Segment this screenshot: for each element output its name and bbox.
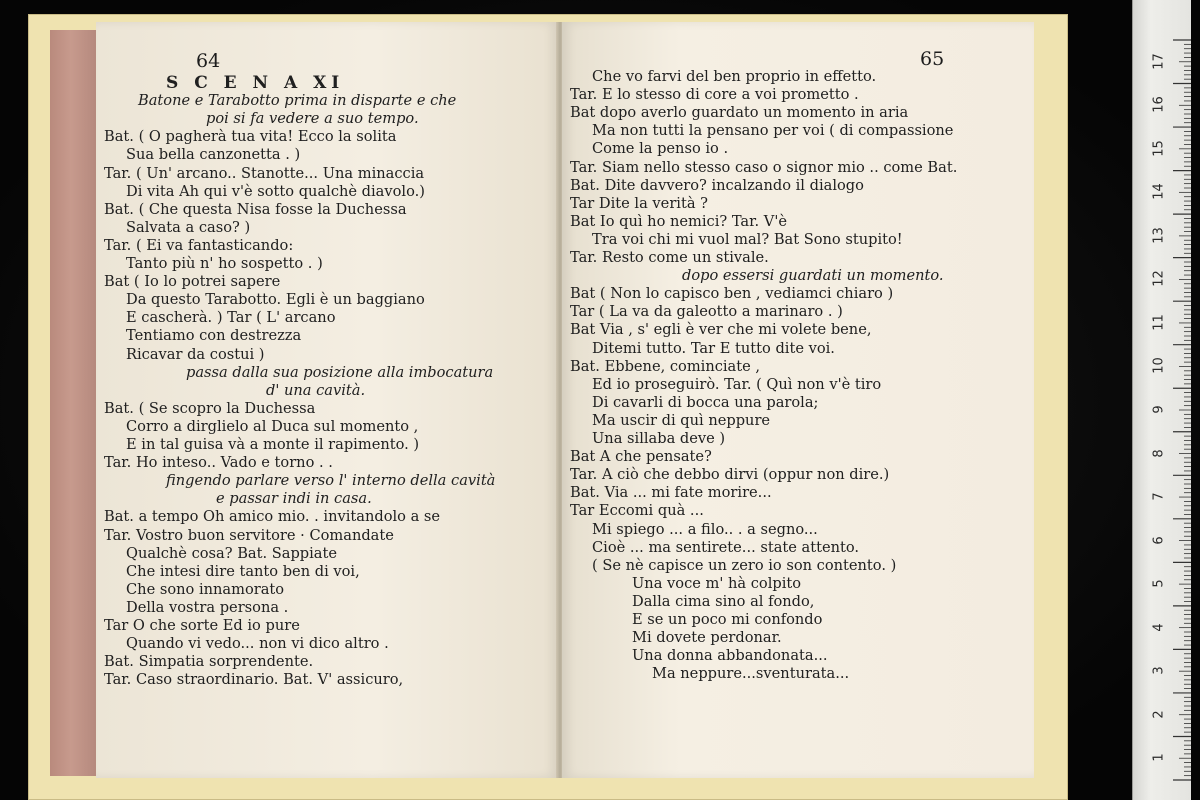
text-line: Bat A che pensate? [570,448,712,466]
text-line: Quando vi vedo... non vi dico altro . [126,635,389,653]
measuring-ruler [1132,0,1191,800]
text-line: passa dalla sua posizione alla imbocatura [186,363,494,381]
text-line: Bat Via , s' egli è ver che mi volete bene, [570,321,872,339]
text-line: Che vo farvi del ben proprio in effetto. [592,68,877,85]
text-line: Bat dopo averlo guardato un momento in aria [570,104,909,122]
text-line: Bat. Simpatia sorprendente. [104,653,314,671]
ruler-label: 1 [1151,753,1167,762]
text-line: Bat. ( O pagherà tua vita! Ecco la solita [104,128,397,146]
text-line: Tar O che sorte Ed io pure [104,617,300,634]
text-line: Della vostra persona . [126,598,289,616]
text-line: Mi spiego ... a filo.. . a segno... [592,520,818,538]
ruler-label: 17 [1151,52,1167,70]
ruler-label: 2 [1151,710,1167,719]
text-line: poi si fa vedere a suo tempo. [206,110,419,128]
text-line: Tra voi chi mi vuol mal? Bat Sono stupito! [592,230,903,248]
text-line: Tar. ( Ei va fantasticando: [104,236,294,254]
text-line: Tar. Ho inteso.. Vado e torno . . [104,454,333,472]
text-line: Una sillaba deve ) [592,430,726,447]
text-line: Tar. Caso straordinario. Bat. V' assicuro, [104,671,404,689]
text-line: E in tal guisa và a monte il rapimento. ) [126,436,420,453]
text-line: Tanto più n' ho sospetto . ) [126,255,323,272]
text-line: Ed io proseguirò. Tar. ( Quì non v'è tiro [592,375,882,393]
text-line: Cioè ... ma sentirete... state attento. [592,538,860,556]
ruler-label: 15 [1151,140,1167,157]
ruler-label: 10 [1151,357,1167,375]
left-page [96,22,558,778]
text-line: Da questo Tarabotto. Egli è un baggiano [126,291,425,309]
ruler-label: 16 [1151,96,1167,114]
text-line: Ma neppure...sventurata... [652,665,850,683]
text-line: dopo essersi guardati un momento. [682,267,944,285]
ruler-label: 8 [1151,448,1167,458]
text-line: ( Se nè capisce un zero io son contento. ) [592,556,897,574]
ruler-label: 9 [1151,405,1167,414]
ruler-label: 6 [1151,535,1167,545]
text-line: E se un poco mi confondo [632,611,823,628]
text-line: Salvata a caso? ) [126,218,251,236]
right-page [562,22,1034,778]
text-line: Mi dovete perdonar. [632,629,782,647]
right-page-number: 65 [920,48,945,70]
text-line: Sua bella canzonetta . ) [126,146,301,164]
text-line: d' una cavità. [266,381,366,399]
text-line: Che sono innamorato [126,580,285,598]
text-line: Bat. ( Se scopro la Duchessa [104,399,316,417]
text-line: Tar. ( Un' arcano.. Stanotte... Una minaccia [104,164,425,182]
text-line: Bat Io quì ho nemici? Tar. V'è [570,212,787,230]
text-line: Tar. A ciò che debbo dirvi (oppur non dire.) [570,466,890,484]
text-line: Tar. Vostro buon servitore · Comandate [104,526,394,544]
text-line: Tar Dite la verità ? [570,194,708,212]
text-line: Dalla cima sino al fondo, [632,592,815,610]
text-line: fingendo parlare verso l' interno della cavità [166,472,496,490]
text-line: Corro a dirglielo al Duca sul momento , [126,417,419,435]
left-page-text [96,22,558,778]
text-line: Che intesi dire tanto ben di voi, [126,562,360,580]
text-line: Come la penso io . [592,140,729,158]
text-line: Bat ( Io lo potrei sapere [104,273,281,291]
text-line: Tar. Resto come un stivale. [570,249,769,266]
left-page-number: 64 [196,50,221,72]
text-line: Ricavar da costui ) [126,345,265,363]
text-line: Bat. a tempo Oh amico mio. . invitandolo a se [104,508,441,526]
text-line: Ma non tutti la pensano per voi ( di compassione [592,122,954,140]
text-line: Bat. Via ... mi fate morire... [570,484,772,502]
ruler-label: 13 [1151,227,1167,244]
text-line: e passar indi in casa. [216,490,372,508]
text-line: Batone e Tarabotto prima in disparte e che [138,92,457,110]
text-line: Tar ( La va da galeotto a marinaro . ) [570,303,843,321]
text-line: Tar. Siam nello stesso caso o signor mio .. come Bat. [570,158,958,176]
text-line: Tentiamo con destrezza [126,327,302,345]
text-line: Qualchè cosa? Bat. Sappiate [126,544,338,562]
text-line: Bat. ( Che questa Nisa fosse la Duchessa [104,200,407,218]
text-line: Bat. Dite davvero? incalzando il dialogo [570,176,864,194]
text-line: S C E N A XI [166,73,345,93]
text-line: Di cavarli di bocca una parola; [592,393,819,411]
ruler-label: 5 [1151,579,1167,588]
ruler-label: 14 [1151,183,1167,201]
text-line: Bat. Ebbene, cominciate , [570,357,761,375]
text-line: Di vita Ah qui v'è sotto qualchè diavolo.) [126,182,425,200]
text-line: Bat ( Non lo capisco ben , vediamci chiaro ) [570,285,894,303]
text-line: Tar Eccomi quà ... [570,502,704,520]
right-page-text [562,22,1034,778]
text-line: Ma uscir di quì neppure [592,411,771,429]
ruler-label: 12 [1151,270,1167,288]
text-line: Ditemi tutto. Tar E tutto dite voi. [592,339,835,357]
ruler-label: 3 [1151,666,1167,675]
text-line: Una donna abbandonata... [632,647,828,665]
text-line: Tar. E lo stesso di core a voi prometto . [570,86,859,104]
ruler-label: 11 [1151,314,1167,331]
ruler-label: 4 [1151,623,1167,632]
book-spine [50,30,102,776]
text-line: Una voce m' hà colpito [632,574,802,592]
text-line: E cascherà. ) Tar ( L' arcano [126,309,336,327]
ruler-label: 7 [1151,492,1167,501]
